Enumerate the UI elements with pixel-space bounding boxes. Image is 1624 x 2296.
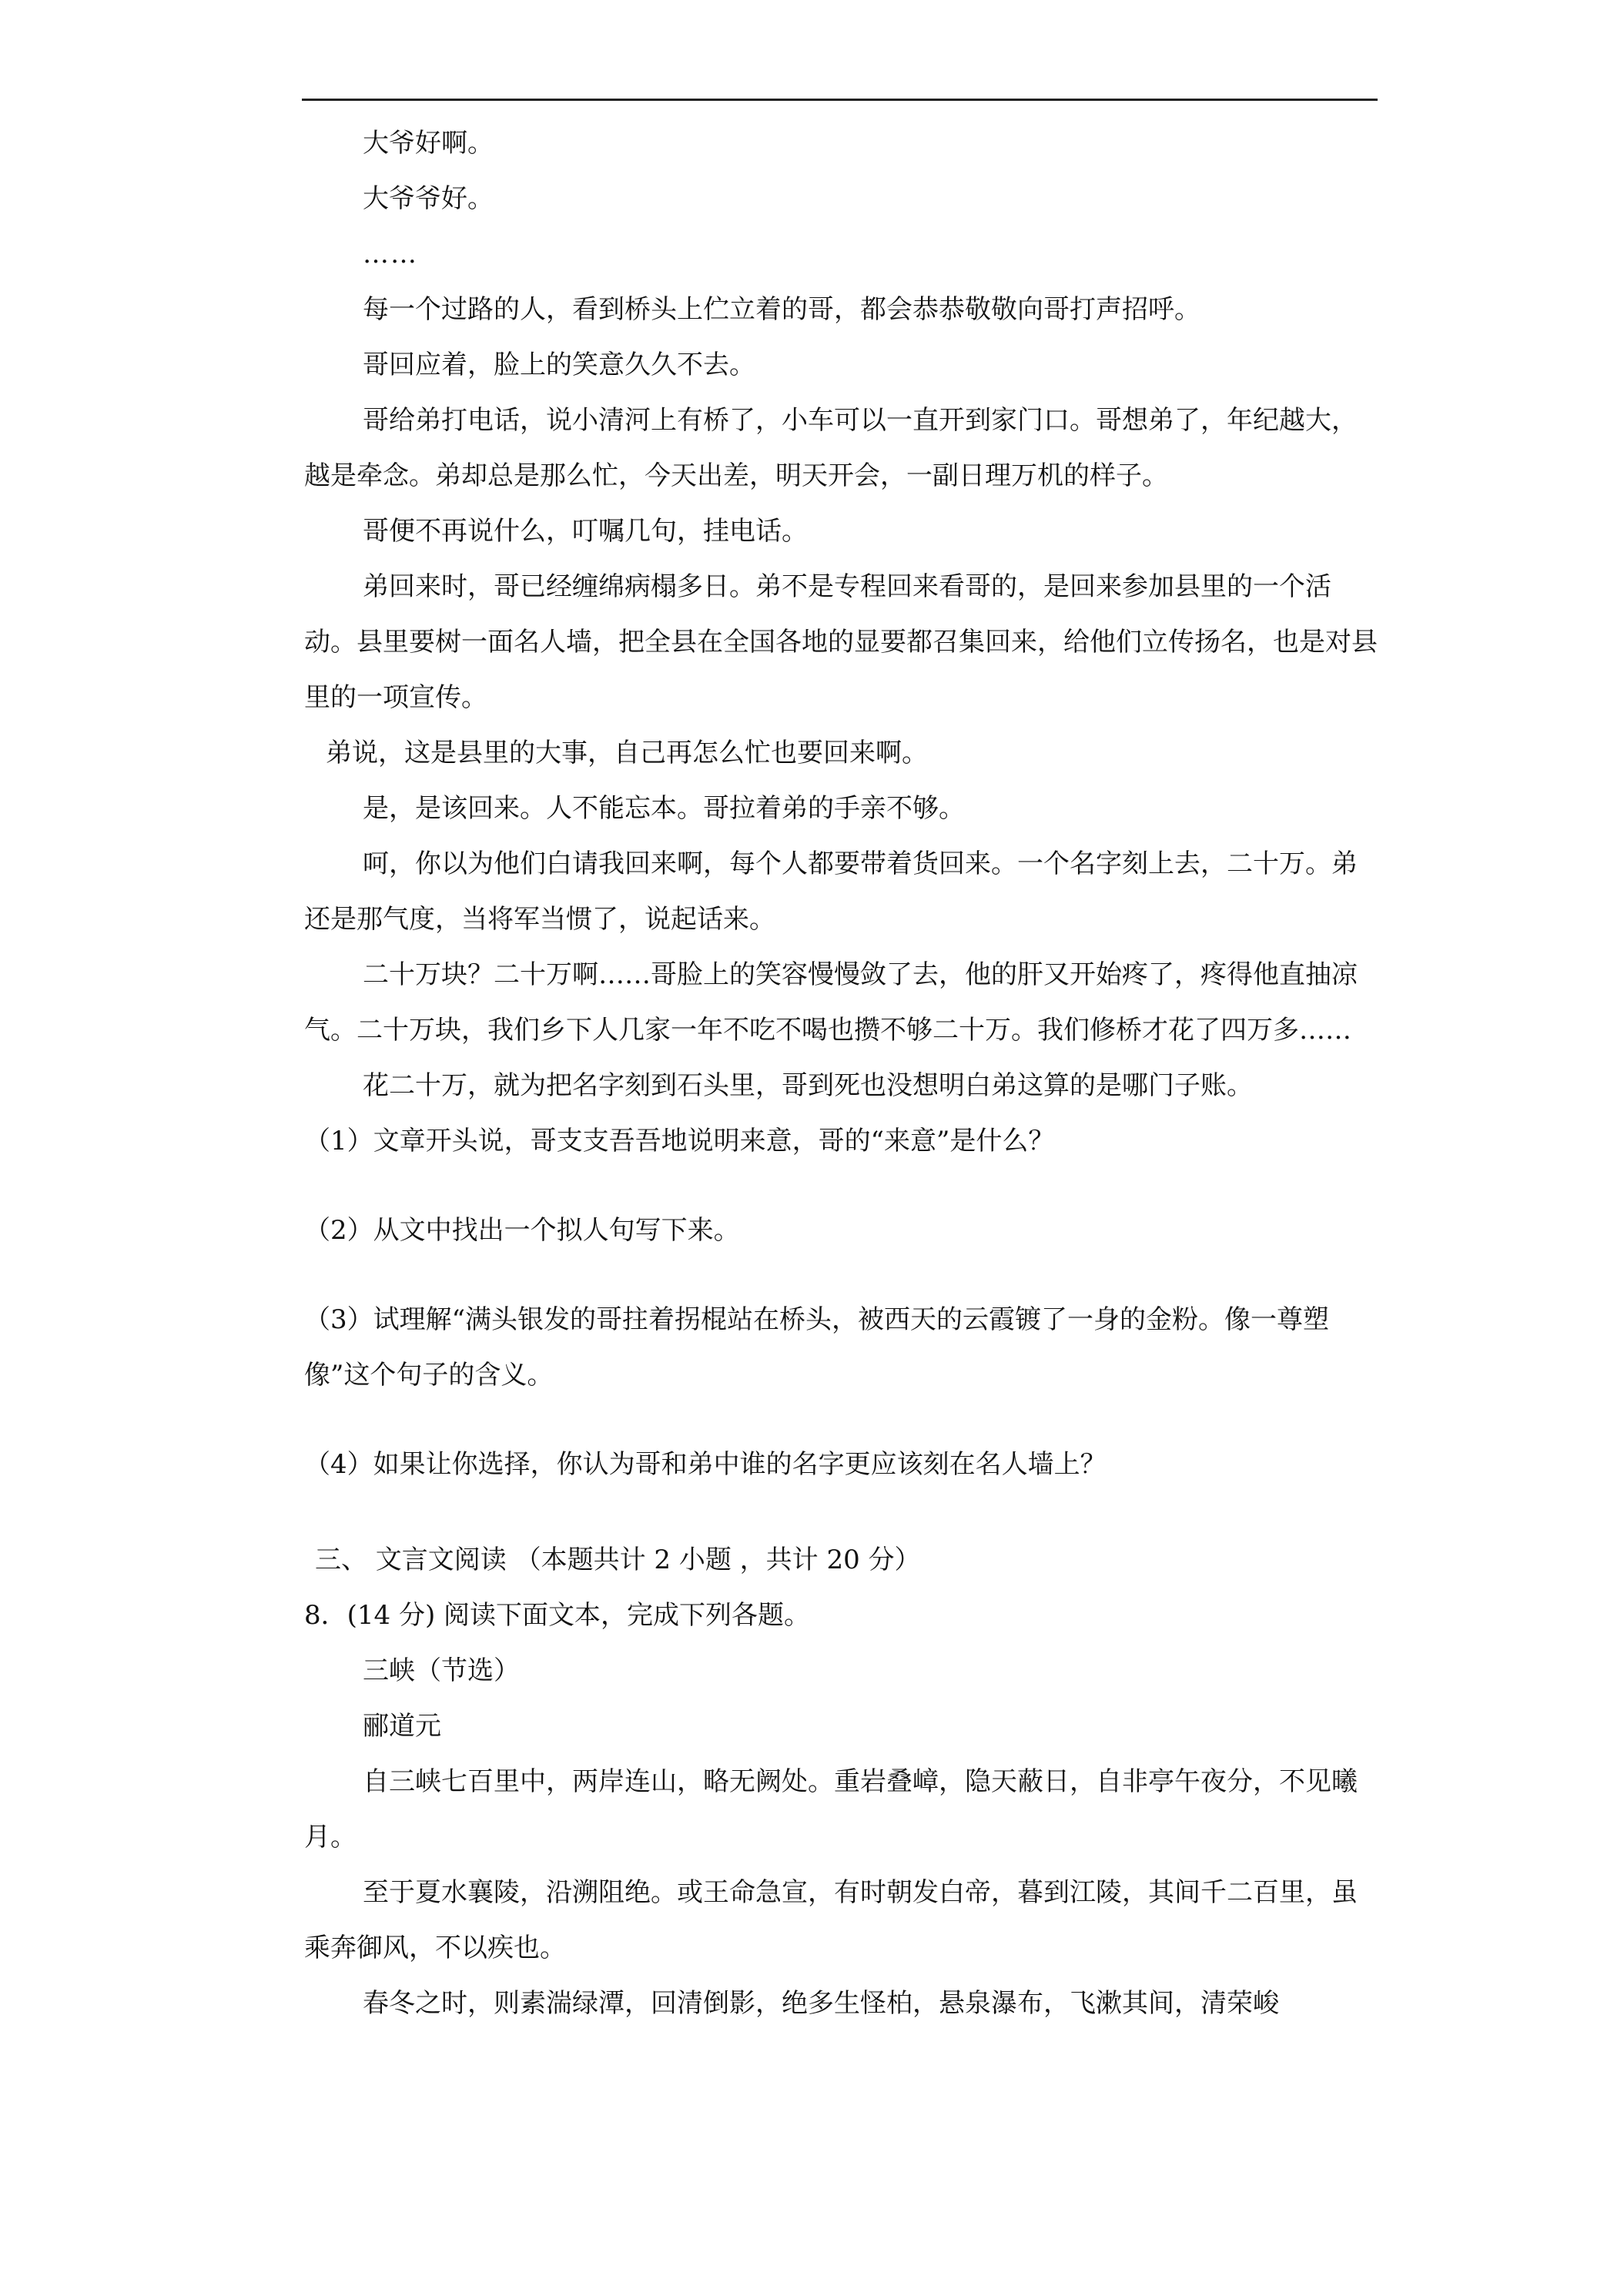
question-item-8: 8．(14 分) 阅读下面文本，完成下列各题。 [304, 1600, 811, 1631]
text-author: 郦道元 [363, 1711, 441, 1742]
passage-line: 每一个过路的人，看到桥头上伫立着的哥，都会恭恭敬敬向哥打声招呼。 [363, 294, 1200, 325]
section-heading: 三、 文言文阅读 （本题共计 2 小题 ，共计 20 分） [315, 1545, 921, 1575]
classical-paragraph: 春冬之时，则素湍绿潭，回清倒影，绝多生怪柏，悬泉瀑布，飞漱其间，清荣峻 [363, 1988, 1279, 2019]
question-3: （3）试理解“满头银发的哥拄着拐棍站在桥头，被西天的云霞镀了一身的金粉。像一尊塑像”这个句子的含义。 [304, 1304, 1330, 1391]
passage-ellipsis: …… [363, 239, 418, 269]
passage-line: 哥回应着，脸上的笑意久久不去。 [363, 350, 755, 380]
question-4: （4）如果让你选择，你认为哥和弟中谁的名字更应该刻在名人墙上？ [304, 1449, 1107, 1480]
passage-line: 大爷爷好。 [363, 183, 494, 214]
passage-paragraph: 呵，你以为他们白请我回来啊，每个人都要带着货回来。一个名字刻上去，二十万。弟还是那气度，当将军当惯了，说起话来。 [304, 848, 1358, 935]
classical-paragraph: 至于夏水襄陵，沿溯阻绝。或王命急宣，有时朝发白帝，暮到江陵，其间千二百里，虽乘奔御风，不以疾也。 [304, 1877, 1358, 1963]
passage-line: 哥便不再说什么，叮嘱几句，挂电话。 [363, 516, 808, 547]
passage-line: 大爷好啊。 [363, 128, 494, 159]
passage-paragraph: 哥给弟打电话，说小清河上有桥了，小车可以一直开到家门口。哥想弟了，年纪越大，越是牵念。弟却总是那么忙，今天出差，明天开会，一副日理万机的样子。 [304, 405, 1358, 491]
passage-line: 弟说，这是县里的大事，自己再怎么忙也要回来啊。 [326, 738, 928, 768]
question-2: （2）从文中找出一个拟人句写下来。 [304, 1215, 740, 1246]
question-1: （1）文章开头说，哥支支吾吾地说明来意，哥的“来意”是什么？ [304, 1126, 1055, 1156]
passage-line: 花二十万，就为把名字刻到石头里，哥到死也没想明白弟这算的是哪门子账。 [363, 1070, 1253, 1101]
passage-line: 是，是该回来。人不能忘本。哥拉着弟的手亲不够。 [363, 793, 965, 824]
header-rule [302, 99, 1378, 101]
classical-paragraph: 自三峡七百里中，两岸连山，略无阙处。重岩叠嶂，隐天蔽日，自非亭午夜分，不见曦月。 [304, 1766, 1358, 1853]
passage-paragraph: 二十万块？二十万啊……哥脸上的笑容慢慢敛了去，他的肝又开始疼了，疼得他直抽凉气。二十万块，我们乡下人几家一年不吃不喝也攒不够二十万。我们修桥才花了四万多…… [304, 959, 1358, 1046]
text-title: 三峡（节选） [363, 1655, 520, 1686]
passage-paragraph: 弟回来时，哥已经缠绵病榻多日。弟不是专程回来看哥的，是回来参加县里的一个活动。县里要树一面名人墙，把全县在全国各地的显要都召集回来，给他们立传扬名，也是对县里的一项宣传。 [304, 571, 1378, 713]
document-page [304, 115, 1378, 2031]
